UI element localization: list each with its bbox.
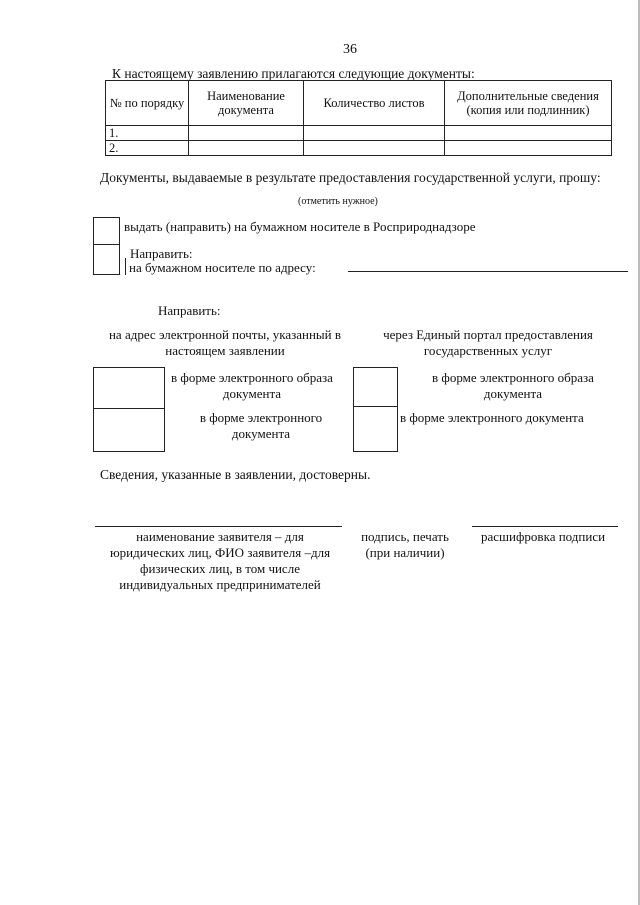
email-option-label: на адрес электронной почты, указанный в настоящем заявлении [108, 327, 342, 358]
col-extra-header: Дополнительные сведения (копия или подлинник) [445, 81, 612, 126]
table-row [106, 141, 612, 156]
table-cell[interactable] [189, 126, 304, 141]
email-image-label: в форме электронного образа документа [171, 370, 333, 401]
email-document-label: в форме электронного документа [199, 410, 323, 441]
certify-statement: Сведения, указанные в заявлении, достоверны. [100, 467, 371, 482]
paper-address-checkbox[interactable] [93, 244, 120, 275]
mark-needed-hint: (отметить нужное) [298, 196, 378, 207]
portal-option-label: через Единый портал предоставления государственных услуг [383, 327, 593, 358]
table-cell[interactable] [189, 141, 304, 156]
applicant-name-line[interactable] [95, 526, 342, 527]
table-cell[interactable]: 2. [106, 141, 189, 156]
col-name-header: Наименование документа [189, 81, 304, 126]
attachments-intro: К настоящему заявлению прилагаются следующие документы: [112, 66, 475, 81]
table-row [106, 126, 612, 141]
table-header-row [106, 81, 612, 126]
table-cell[interactable] [445, 126, 612, 141]
email-document-checkbox[interactable] [93, 408, 165, 452]
direct-label: Направить: [130, 246, 193, 261]
paper-issue-label: выдать (направить) на бумажном носителе в Росприроднадзоре [124, 219, 476, 234]
portal-image-label: в форме электронного образа документа [432, 370, 594, 401]
portal-document-checkbox[interactable] [353, 406, 398, 452]
table-cell[interactable] [304, 141, 445, 156]
col-sheets-header: Количество листов [304, 81, 445, 126]
col-number-header: № по порядку [106, 81, 189, 126]
applicant-name-caption: наименование заявителя – для юридических лиц, ФИО заявителя –для физических лиц, в том числе индивидуальных предпринимателей [109, 529, 331, 592]
email-image-checkbox[interactable] [93, 367, 165, 409]
paper-issue-checkbox[interactable] [93, 217, 120, 245]
page-number: 36 [343, 42, 357, 57]
bracket-divider [125, 258, 126, 275]
decoding-line[interactable] [472, 526, 618, 527]
attachments-table [105, 80, 612, 156]
decoding-caption: расшифровка подписи [481, 529, 606, 544]
paper-address-label: на бумажном носителе по адресу: [129, 260, 316, 275]
address-input-line[interactable] [348, 271, 628, 272]
portal-image-checkbox[interactable] [353, 367, 398, 407]
direct-label-electronic: Направить: [158, 303, 221, 318]
table-cell[interactable] [304, 126, 445, 141]
sign-stamp-caption: подпись, печать (при наличии) [361, 529, 449, 560]
portal-document-label: в форме электронного документа [400, 410, 584, 425]
table-cell[interactable] [445, 141, 612, 156]
documents-request: Документы, выдаваемые в результате предоставления государственной услуги, прошу: [100, 170, 601, 185]
table-cell[interactable]: 1. [106, 126, 189, 141]
